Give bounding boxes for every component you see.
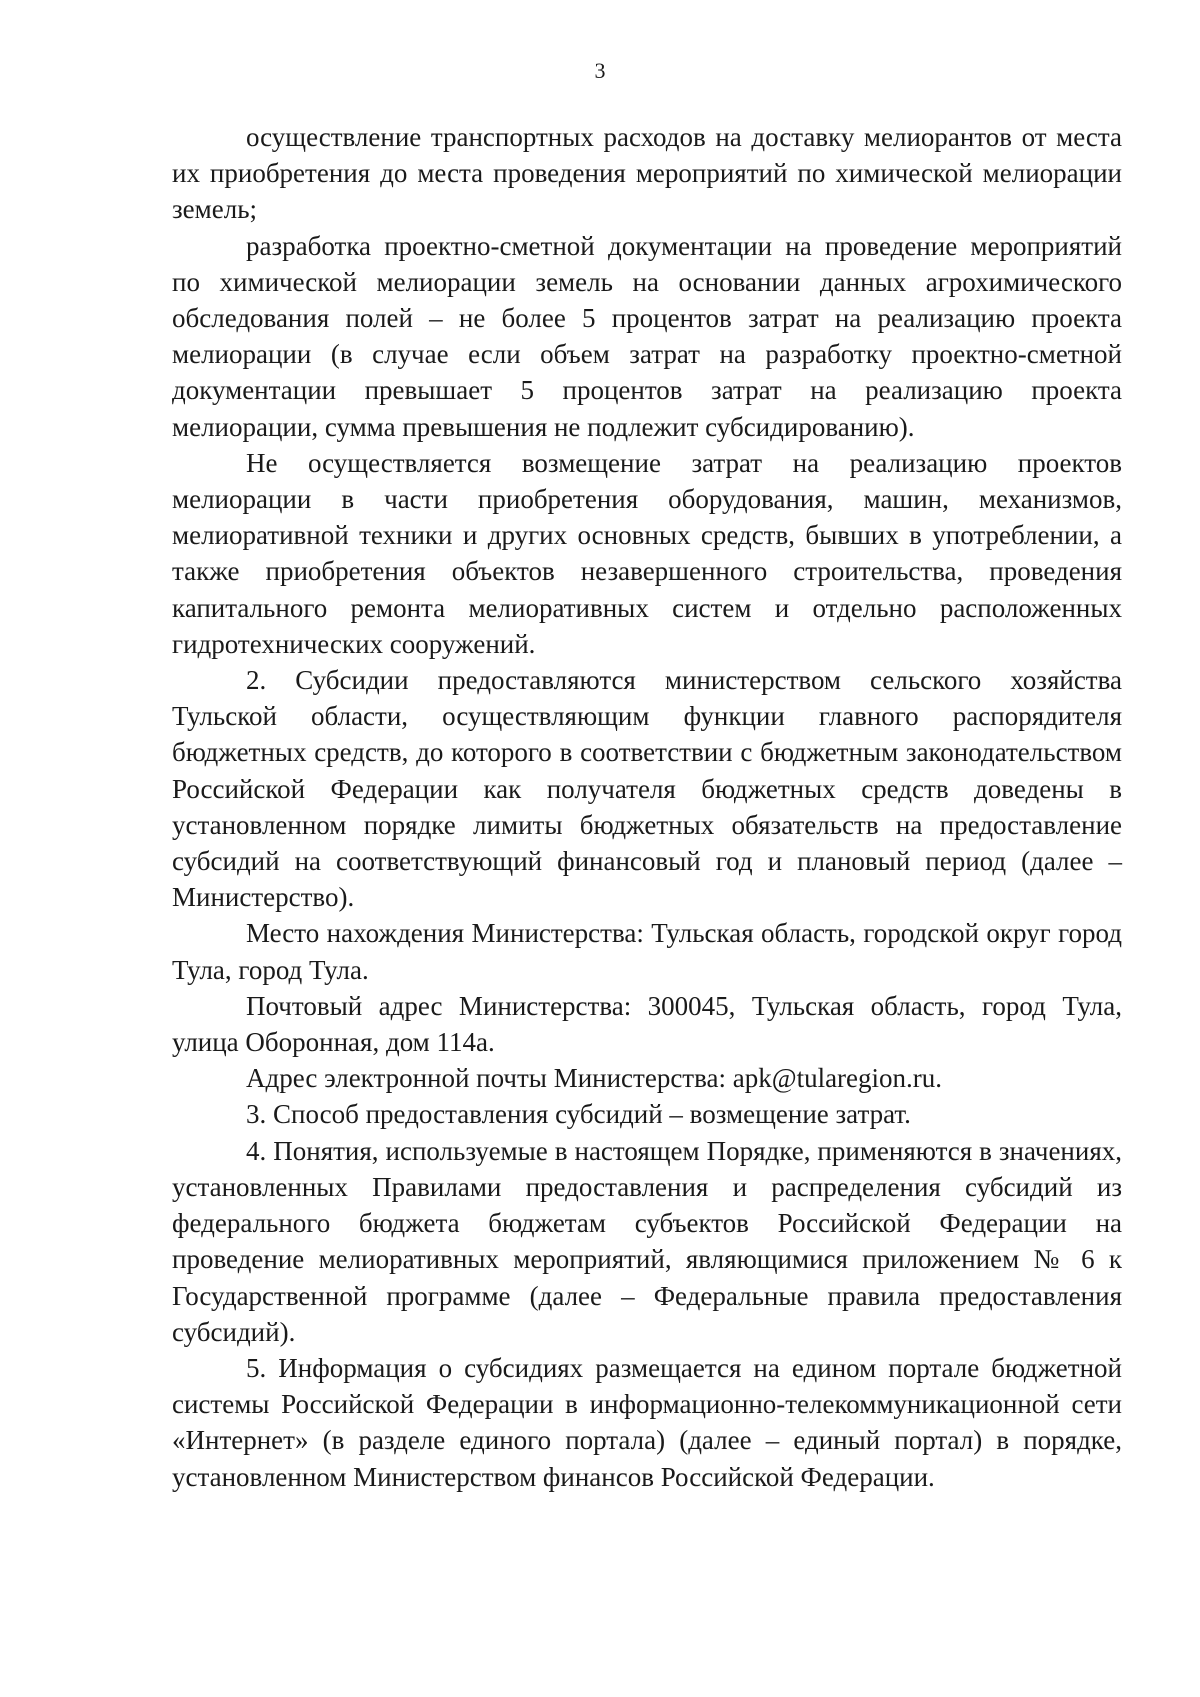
paragraph: 5. Информация о субсидиях размещается на едином портале бюджетной системы Российской Федерации в информационно-телекоммуникационной сети «Интернет» (в разделе единого портала) (далее – единый портал) в порядке, установленном Министерством финансов Российской Федерации. [172,1352,1122,1492]
paragraph: 2. Субсидии предоставляются министерством сельского хозяйства Тульской области, осуществляющим функции главного распорядителя бюджетных средств, до которого в соответствии с бюджетным законодательством Российской Федерации как получателя бюджетных средств доведены в установленном порядке лимиты бюджетных обязательств на предоставление субсидий на соответствующий финансовый год и плановый период (далее – Министерство). [172,665,1122,913]
paragraph: Не осуществляется возмещение затрат на реализацию проектов мелиорации в части приобретения оборудования, машин, механизмов, мелиоративной техники и других основных средств, бывших в употреблении, а также приобретения объектов незавершенного строительства, проведения капитального ремонта мелиоративных систем и отдельно расположенных гидротехнических сооружений. [172,447,1122,659]
document-body [172,119,1122,1495]
paragraph: Почтовый адрес Министерства: 300045, Тульская область, город Тула, улица Оборонная, дом 114а. [172,990,1122,1058]
paragraph: Место нахождения Министерства: Тульская область, городской округ город Тула, город Тула. [172,918,1122,985]
page-number: 3 [594,58,606,83]
paragraph: осуществление транспортных расходов на доставку мелиорантов от места их приобретения до места проведения мероприятий по химической мелиорации земель; [172,122,1122,225]
paragraph: разработка проектно-сметной документации на проведение мероприятий по химической мелиорации земель на основании данных агрохимического обследования полей – не более 5 процентов затрат на реализацию проекта мелиорации (в случае если объем затрат на разработку проектно-сметной документации превышает 5 процентов затрат на реализацию проекта мелиорации, сумма превышения не подлежит субсидированию). [172,230,1122,442]
paragraph: 3. Способ предоставления субсидий – возмещение затрат. [246,1099,911,1130]
paragraph: 4. Понятия, используемые в настоящем Порядке, применяются в значениях, установленных Правилами предоставления и распределения субсидий из федерального бюджета бюджетам субъектов Российской Федерации на проведение мелиоративных мероприятий, являющимися приложением № 6 к Государственной программе (далее – Федеральные правила предоставления субсидий). [172,1135,1122,1347]
email-paragraph: Адрес электронной почты Министерства: apk@tularegion.ru. [246,1063,943,1094]
